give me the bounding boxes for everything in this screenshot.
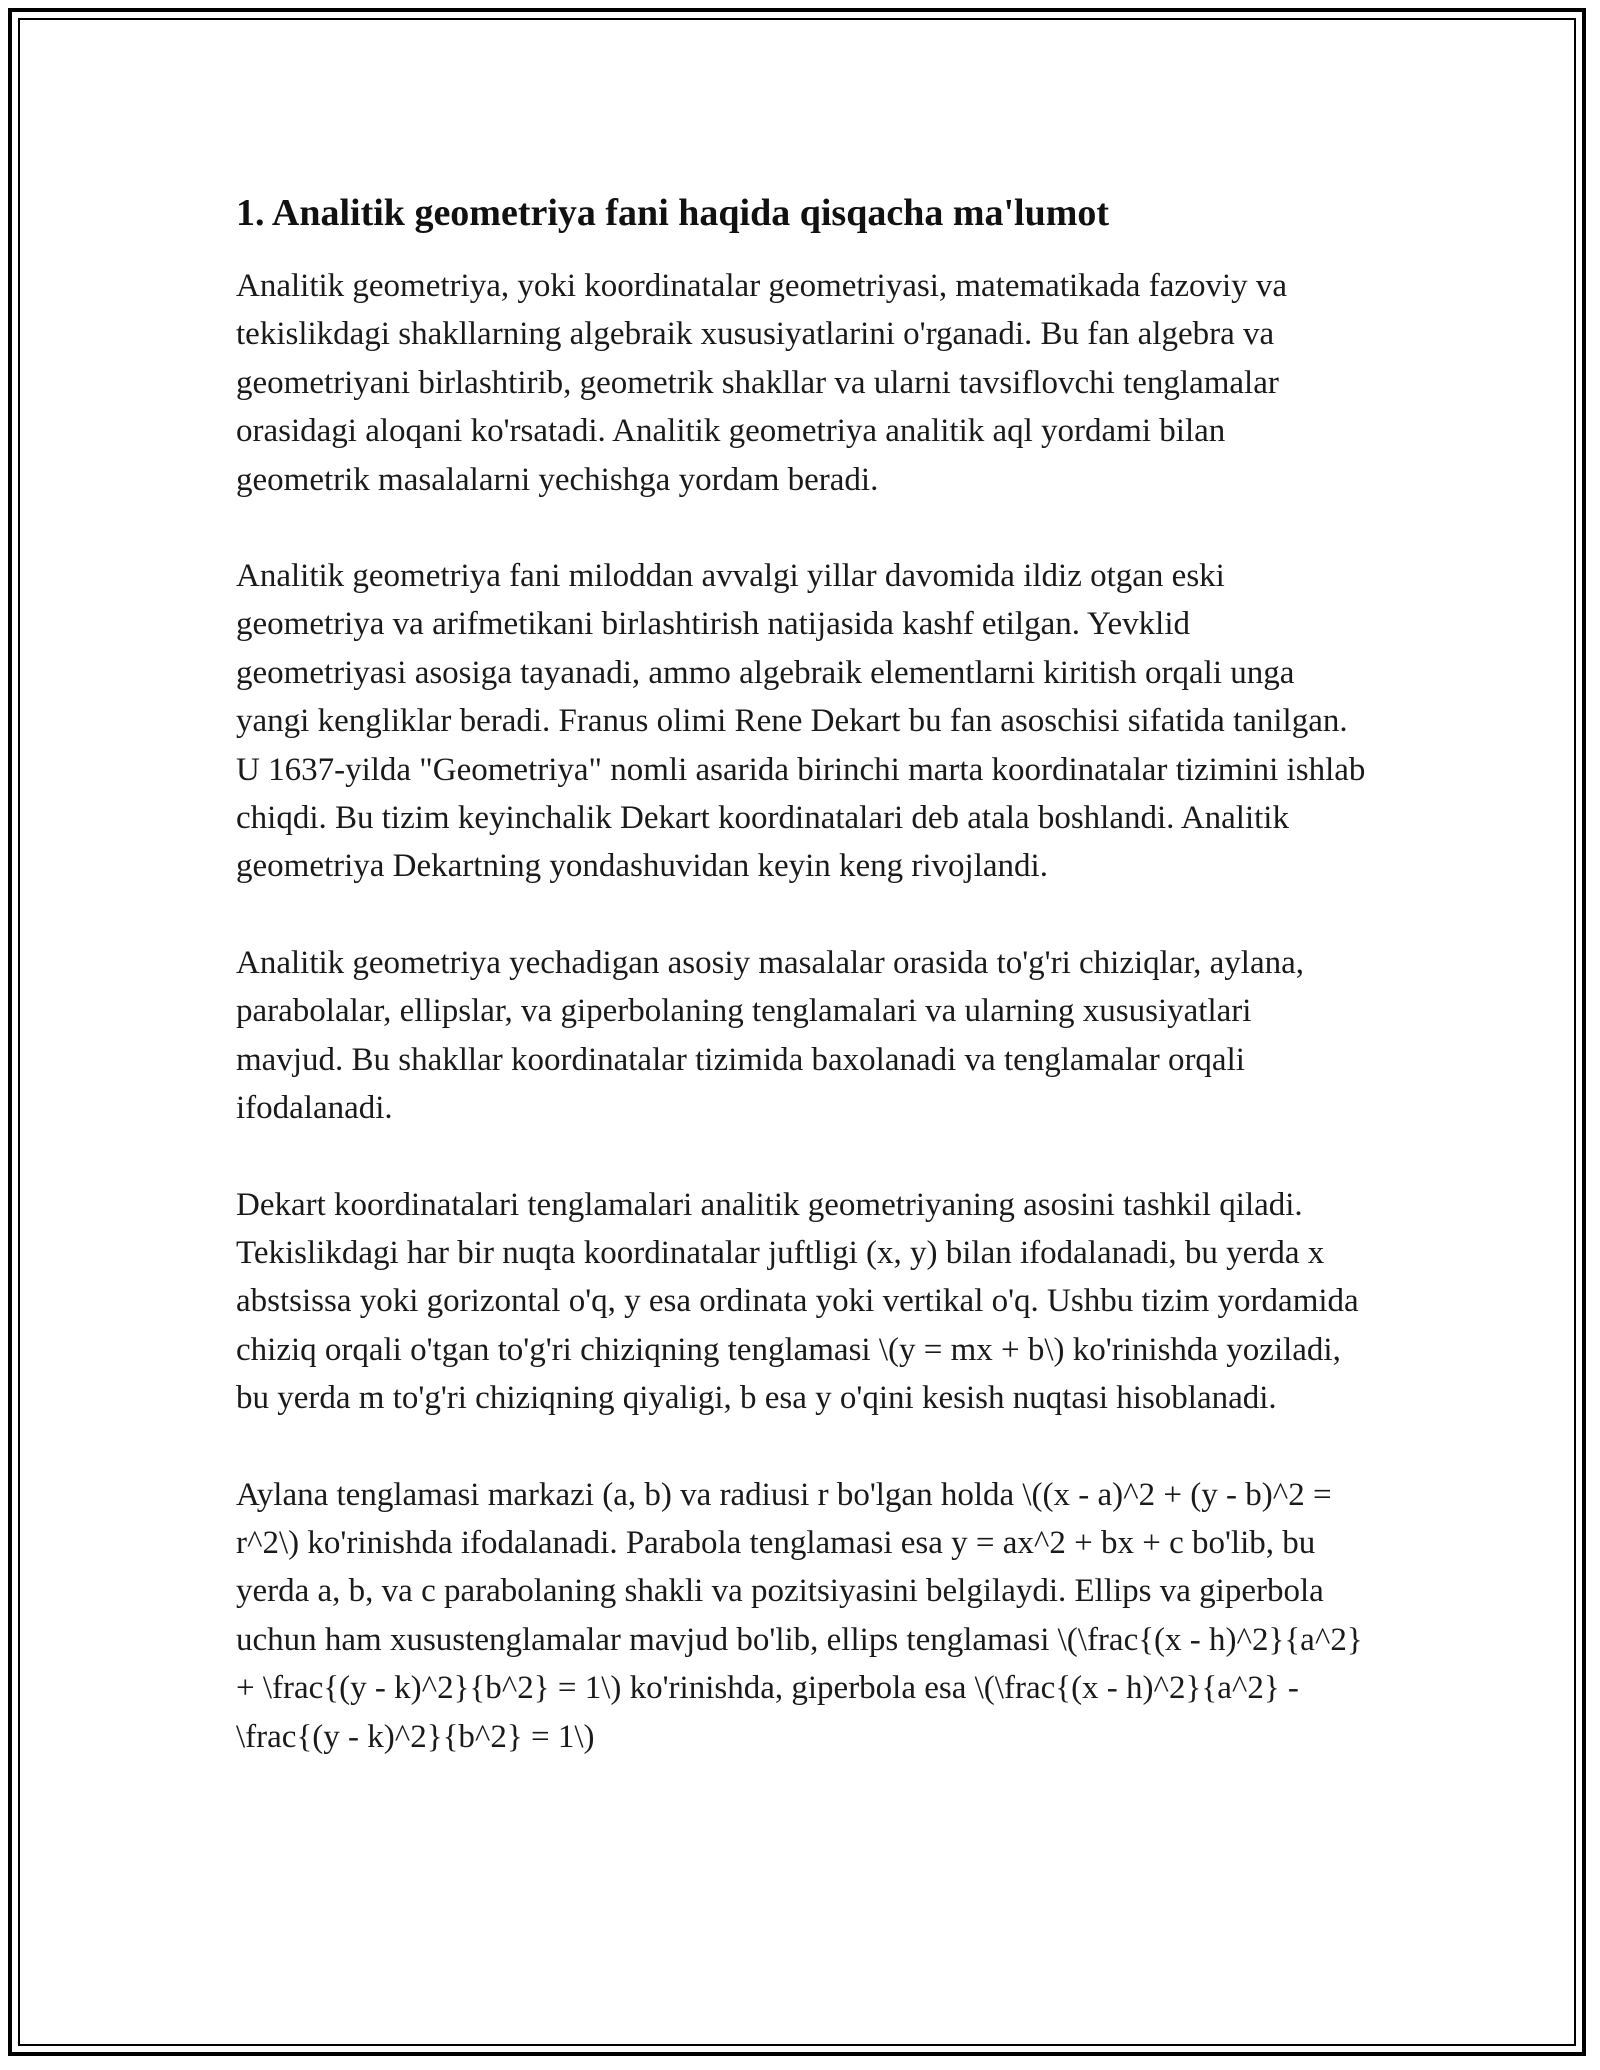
section-heading: 1. Analitik geometriya fani haqida qisqacha ma'lumot (236, 192, 1110, 234)
paragraph-main-problems: Analitik geometriya yechadigan asosiy masalalar orasida to'g'ri chiziqlar, aylana, parabolalar, ellipslar, va giperbolaning tenglamalari va ularning xususiyatlari mavjud. Bu shakllar koordinatalar tizimida baxolanadi va tenglamalar orqali ifodalanadi. (236, 944, 1305, 1127)
document-body (236, 186, 1366, 1761)
paragraph-intro: Analitik geometriya, yoki koordinatalar geometriyasi, matematikada fazoviy va tekislikdagi shakllarning algebraik xususiyatlarini o'rganadi. Bu fan algebra va geometriyani birlashtirib, geometrik shakllar va ularni tavsiflovchi tenglamalar orasidagi aloqani ko'rsatadi. Analitik geometriya analitik aql yordami bilan geometrik masalalarni yechishga yordam beradi. (236, 268, 1288, 498)
paragraph-conic-equations: Aylana tenglamasi markazi (a, b) va radiusi r bo'lgan holda \((x - a)^2 + (y - b)^2 = r^2\) ko'rinishda ifodalanadi. Parabola tenglamasi esa y = ax^2 + bx + c bo'lib, bu yerda a, b, va c parabolaning shakli va pozitsiyasini belgilaydi. Ellips va giperbola uchun ham xusustenglamalar mavjud bo'lib, ellips tenglamasi \(\frac{(x - h)^2}{a^2} + \frac{(y - k)^2}{b^2} = 1\) ko'rinishda, giperbola esa \(\frac{(x - h)^2}{a^2} - \frac{(y - k)^2}{b^2} = 1\) (236, 1476, 1363, 1755)
paragraph-cartesian-equations: Dekart koordinatalari tenglamalari analitik geometriyaning asosini tashkil qiladi. Tekislikdagi har bir nuqta koordinatalar juftligi (x, y) bilan ifodalanadi, bu yerda x abstsissa yoki gorizontal o'q, y esa ordinata yoki vertikal o'q. Ushbu tizim yordamida chiziq orqali o'tgan to'g'ri chiziqning tenglamasi \(y = mx + b\) ko'rinishda yoziladi, bu yerda m to'g'ri chiziqning qiyaligi, b esa y o'qini kesish nuqtasi hisoblanadi. (236, 1186, 1359, 1417)
paragraph-history: Analitik geometriya fani miloddan avvalgi yillar davomida ildiz otgan eski geometriya va arifmetikani birlashtirish natijasida kashf etilgan. Yevklid geometriyasi asosiga tayanadi, ammo algebraik elementlarni kiritish orqali unga yangi kengliklar beradi. Franus olimi Rene Dekart bu fan asoschisi sifatida tanilgan. U 1637-yilda "Geometriya" nomli asarida birinchi marta koordinatalar tizimini ishlab chiqdi. Bu tizim keyinchalik Dekart koordinatalari deb atala boshlandi. Analitik geometriya Dekartning yondashuvidan keyin keng rivojlandi. (236, 558, 1366, 885)
